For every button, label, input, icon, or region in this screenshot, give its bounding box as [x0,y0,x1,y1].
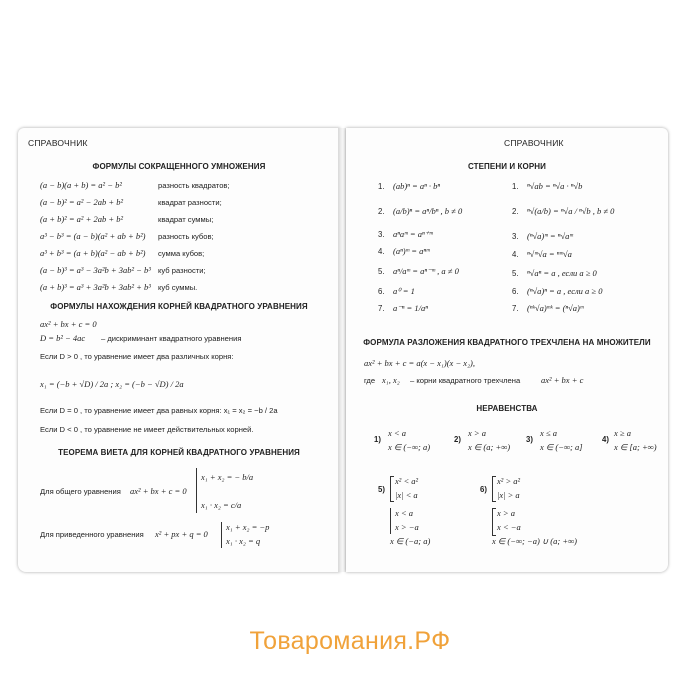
section-title-quadratic-roots: ФОРМУЛЫ НАХОЖДЕНИЯ КОРНЕЙ КВАДРАТНОГО УРАВНЕНИЯ [50,302,308,311]
factorization-note-vars: x₁, x₂ [382,375,400,385]
item-number: 6) [480,485,487,494]
item-number: 6. [378,287,385,296]
general-equation-label: Для общего уравнения [40,487,121,496]
root-formula: (ⁿᵏ√a)ᵐᵏ = (ⁿ√a)ᵐ [527,303,584,313]
inequality: x < a [388,428,407,438]
inequality-solution: x ∈ (−∞; a) [388,442,431,452]
power-formula: aⁿ/aᵐ = aⁿ⁻ᵐ , a ≠ 0 [393,266,459,276]
inequality: x² < a² [395,476,419,486]
formula-label: куб разности; [158,266,206,275]
inequality: |x| > a [497,490,520,500]
item-number: 3) [526,435,533,444]
inequality-solution: x ∈ (−∞; a] [540,442,583,452]
section-title-factorization: ФОРМУЛА РАЗЛОЖЕНИЯ КВАДРАТНОГО ТРЕХЧЛЕНА НА МНОЖИТЕЛИ [363,338,651,347]
power-formula: a⁰ = 1 [393,286,415,296]
item-number: 5. [378,267,385,276]
section-title-vieta: ТЕОРЕМА ВИЕТА ДЛЯ КОРНЕЙ КВАДРАТНОГО УРАВНЕНИЯ [58,448,300,457]
right-page-header: СПРАВОЧНИК [504,138,564,148]
item-number: 7. [512,304,519,313]
root-formula: ⁿ√ab = ⁿ√a · ⁿ√b [527,181,583,191]
formula-label: разность квадратов; [158,181,230,190]
power-formula: aⁿaᵐ = aⁿ⁺ᵐ [393,229,433,239]
power-formula: (a/b)ⁿ = aⁿ/bⁿ , b ≠ 0 [393,206,463,216]
roots-formula: x₁ = (−b + √D) / 2a ; x₂ = (−b − √D) / 2a [40,379,184,389]
vieta-sum-general: x₁ + x₂ = − b/a [201,472,254,482]
formula: (a + b)³ = a³ + 3a²b + 3ab² + b³ [40,282,151,292]
root-formula: ⁿ√(a/b) = ⁿ√a / ⁿ√b , b ≠ 0 [527,206,615,216]
item-number: 2) [454,435,461,444]
formula-label: куб суммы. [158,283,198,292]
formula-label: сумма кубов; [158,249,205,258]
inequality-solution: x ∈ (−∞; −a) ∪ (a; +∞) [492,536,577,546]
item-number: 5) [378,485,385,494]
bracket [492,508,496,536]
vieta-product-reduced: x₁ · x₂ = q [226,536,261,546]
factorization-note-poly: ax² + bx + c [541,375,584,385]
formula: (a − b)³ = a³ − 3a²b + 3ab² − b³ [40,265,151,275]
bracket [390,476,394,502]
system-brace [221,522,222,548]
case-d-negative: Если D < 0 , то уравнение не имеет действительных корней. [40,425,254,434]
item-number: 5. [512,269,519,278]
formula-label: разность кубов; [158,232,214,241]
item-number: 3. [378,230,385,239]
item-number: 1. [378,182,385,191]
inequality: x > a [497,508,516,518]
item-number: 2. [378,207,385,216]
inequality: x ≤ a [540,428,557,438]
system-brace [390,508,391,534]
right-page [346,128,668,572]
section-title-inequalities: НЕРАВЕНСТВА [476,404,538,413]
formula: a³ + b³ = (a + b)(a² − ab + b²) [40,248,146,258]
discriminant-formula: D = b² − 4ac [40,333,86,343]
formula: (a − b)(a + b) = a² − b² [40,180,122,190]
root-formula: ⁿ√aⁿ = a , если a ≥ 0 [527,268,597,278]
inequality-solution: x ∈ (a; +∞) [468,442,511,452]
item-number: 1. [512,182,519,191]
formula-label: квадрат суммы; [158,215,214,224]
quadratic-equation: ax² + bx + c = 0 [40,319,97,329]
left-page-header: СПРАВОЧНИК [28,138,88,148]
item-number: 4) [602,435,609,444]
reduced-equation: x² + px + q = 0 [155,529,208,539]
formula-label: квадрат разности; [158,198,222,207]
bracket [492,476,496,502]
section-title-abbreviated-multiplication: ФОРМУЛЫ СОКРАЩЕННОГО УМНОЖЕНИЯ [92,162,266,171]
item-number: 1) [374,435,381,444]
power-formula: (ab)ⁿ = aⁿ · bⁿ [393,181,441,191]
formula: (a − b)² = a² − 2ab + b² [40,197,123,207]
root-formula: (ⁿ√a)ⁿ = a , если a ≥ 0 [527,286,603,296]
system-brace [196,468,197,513]
power-formula: a⁻ⁿ = 1/aⁿ [393,303,428,313]
reduced-equation-label: Для приведенного уравнения [40,530,144,539]
item-number: 7. [378,304,385,313]
left-page [18,128,340,572]
inequality: |x| < a [395,490,418,500]
case-d-zero: Если D = 0 , то уравнение имеет два равных корня: x₁ = x₂ = −b / 2a [40,406,278,415]
item-number: 4. [512,250,519,259]
general-equation: ax² + bx + c = 0 [130,486,187,496]
formula: (a + b)² = a² + 2ab + b² [40,214,123,224]
discriminant-label: – дискриминант квадратного уравнения [101,334,242,343]
root-formula: (ⁿ√a)ᵐ = ⁿ√aᵐ [527,231,573,241]
inequality: x < −a [497,522,521,532]
item-number: 4. [378,247,385,256]
inequality-solution: x ∈ [a; +∞) [614,442,657,452]
watermark: Товаромания.РФ [249,627,451,655]
inequality: x > a [468,428,487,438]
vieta-sum-reduced: x₁ + x₂ = −p [226,522,270,532]
item-number: 3. [512,232,519,241]
factorization-note-text: – корни квадратного трехчлена [410,376,521,385]
formula: a³ − b³ = (a − b)(a² + ab + b²) [40,231,146,241]
section-title-powers-roots: СТЕПЕНИ И КОРНИ [467,162,547,171]
inequality: x² > a² [497,476,521,486]
vieta-product-general: x₁ · x₂ = c/a [201,500,242,510]
inequality: x ≥ a [614,428,631,438]
item-number: 2. [512,207,519,216]
inequality-solution: x ∈ (−a; a) [390,536,431,546]
item-number: 6. [512,287,519,296]
inequality: x < a [395,508,414,518]
power-formula: (aⁿ)ᵐ = aⁿᵐ [393,246,430,256]
factorization-note-prefix: где [364,376,376,385]
case-d-positive: Если D > 0 , то уравнение имеет два различных корня: [40,352,234,361]
inequality: x > −a [395,522,419,532]
root-formula: ⁿ√ᵐ√a = ⁿᵐ√a [527,249,572,259]
factorization-formula: ax² + bx + c = a(x − x₁)(x − x₂), [364,358,475,368]
